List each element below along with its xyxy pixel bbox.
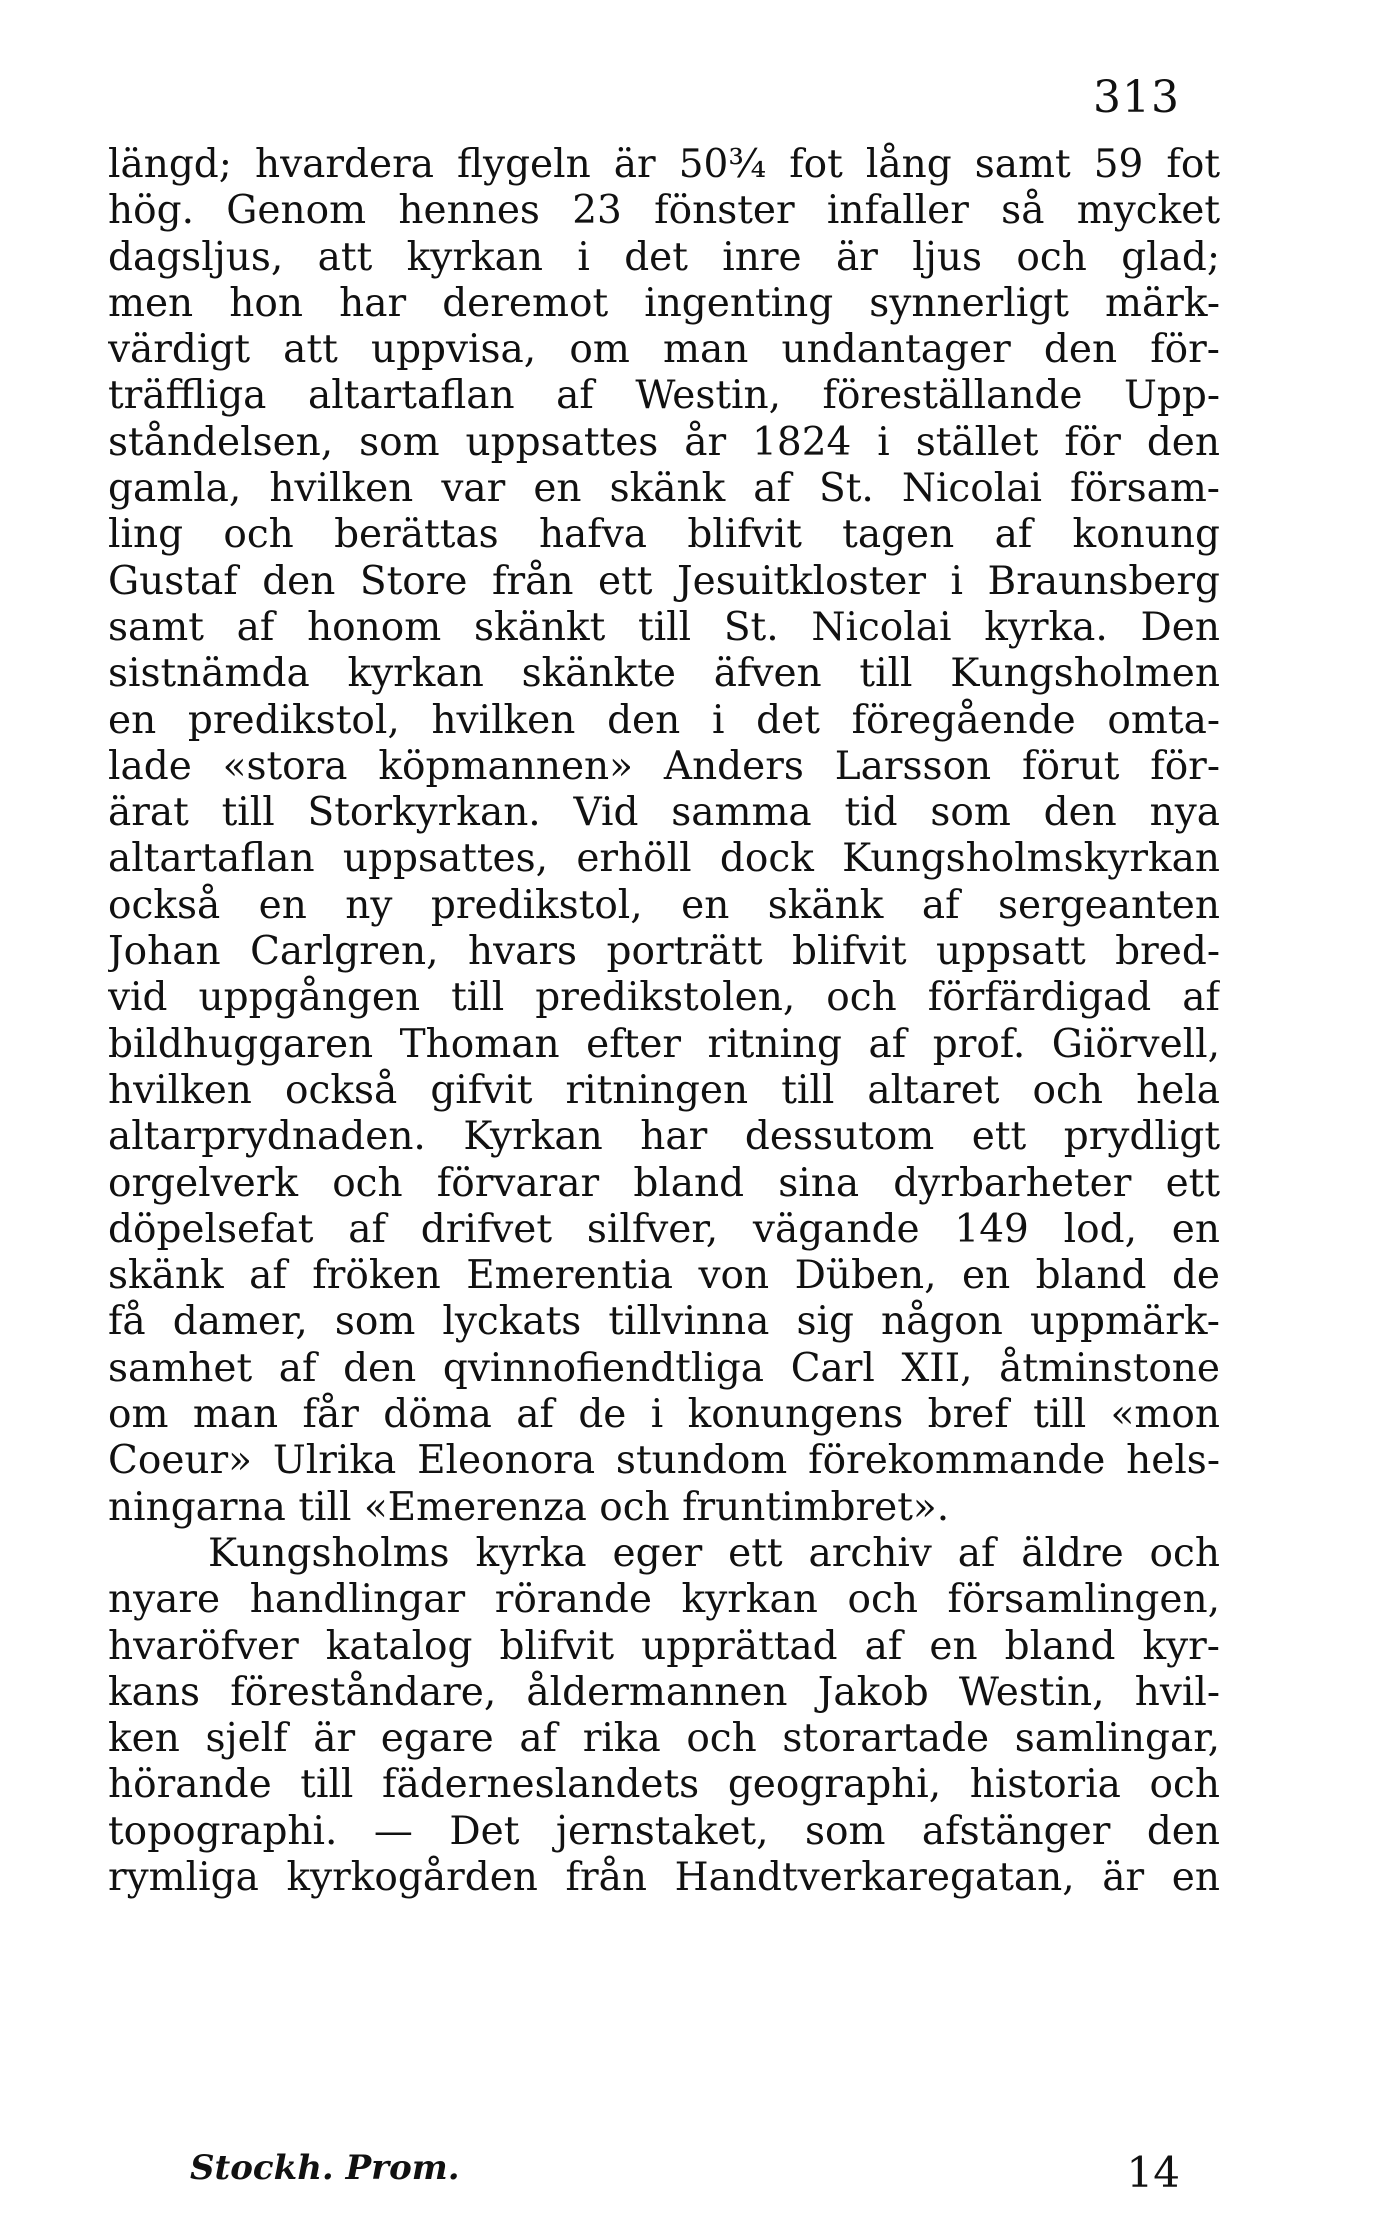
- text-line: ningarna till «Emerenza och fruntimbret».: [108, 1484, 950, 1530]
- text-line: kans föreståndare, åldermannen Jakob Westin, hvil-: [108, 1669, 1220, 1715]
- text-line: skänk af fröken Emerentia von Düben, en bland de: [108, 1253, 1220, 1299]
- text-line: om man får döma af de i konungens bref till «mon: [108, 1392, 1220, 1438]
- text-line: nyare handlingar rörande kyrkan och församlingen,: [108, 1577, 1220, 1623]
- text-line: men hon har deremot ingenting synnerligt märk-: [108, 280, 1220, 326]
- text-line: längd; hvardera flygeln är 50¾ fot lång samt 59 fot: [108, 142, 1220, 187]
- text-line: hvaröfver katalog blifvit upprättad af en bland kyr-: [108, 1623, 1220, 1669]
- text-line: värdigt att uppvisa, om man undantager den för-: [108, 327, 1220, 373]
- text-line: altarprydnaden. Kyrkan har dessutom ett prydligt: [108, 1114, 1220, 1160]
- text-line: också en ny predikstol, en skänk af sergeanten: [108, 882, 1220, 928]
- text-line: få damer, som lyckats tillvinna sig någon uppmärk-: [108, 1299, 1220, 1345]
- text-line: altartaflan uppsattes, erhöll dock Kungsholmskyrkan: [108, 836, 1220, 882]
- page-number: 313: [1093, 72, 1180, 123]
- text-line: samt af honom skänkt till St. Nicolai kyrka. Den: [108, 604, 1220, 650]
- text-line: ståndelsen, som uppsattes år 1824 i stället för den: [108, 419, 1220, 465]
- text-line: hörande till fäderneslandets geographi, historia och: [108, 1762, 1220, 1808]
- text-line: orgelverk och förvarar bland sina dyrbarheter ett: [108, 1160, 1220, 1206]
- body-text: [108, 142, 1220, 1901]
- text-line: ling och berättas hafva blifvit tagen af konung: [108, 512, 1220, 558]
- text-line: en predikstol, hvilken den i det föregående omta-: [108, 697, 1220, 743]
- text-line: topographi. — Det jernstaket, som afstänger den: [108, 1808, 1220, 1854]
- text-line: dagsljus, att kyrkan i det inre är ljus och glad;: [108, 234, 1220, 280]
- text-line: träffliga altartaflan af Westin, föreställande Upp-: [108, 373, 1220, 419]
- text-line: hvilken också gifvit ritningen till altaret och hela: [108, 1067, 1220, 1113]
- text-line: rymliga kyrkogården från Handtverkaregatan, är en: [108, 1854, 1220, 1900]
- text-line: ärat till Storkyrkan. Vid samma tid som den nya: [108, 790, 1220, 836]
- text-line: hög. Genom hennes 23 fönster infaller så mycket: [108, 188, 1220, 234]
- text-line: lade «stora köpmannen» Anders Larsson förut för-: [108, 743, 1220, 789]
- text-line: gamla, hvilken var en skänk af St. Nicolai försam-: [108, 466, 1220, 512]
- text-line: samhet af den qvinnofiendtliga Carl XII, åtminstone: [108, 1345, 1220, 1391]
- text-line: vid uppgången till predikstolen, och förfärdigad af: [108, 975, 1220, 1021]
- text-line: Kungsholms kyrka eger ett archiv af äldre och: [208, 1530, 1220, 1576]
- text-line: Gustaf den Store från ett Jesuitkloster i Braunsberg: [108, 558, 1220, 604]
- text-line: ken sjelf är egare af rika och storartade samlingar,: [108, 1716, 1220, 1762]
- text-line: Johan Carlgren, hvars porträtt blifvit uppsatt bred-: [108, 929, 1220, 975]
- text-line: bildhuggaren Thoman efter ritning af prof. Giörvell,: [108, 1021, 1220, 1067]
- text-line: döpelsefat af drifvet silfver, vägande 149 lod, en: [108, 1206, 1220, 1252]
- page-footer: [190, 2148, 1180, 2198]
- sheet-number: 14: [1126, 2148, 1180, 2197]
- signature-mark: Stockh. Prom.: [190, 2148, 460, 2188]
- text-line: sistnämda kyrkan skänkte äfven till Kungsholmen: [108, 651, 1220, 697]
- text-line: Coeur» Ulrika Eleonora stundom förekommande hels-: [108, 1438, 1220, 1484]
